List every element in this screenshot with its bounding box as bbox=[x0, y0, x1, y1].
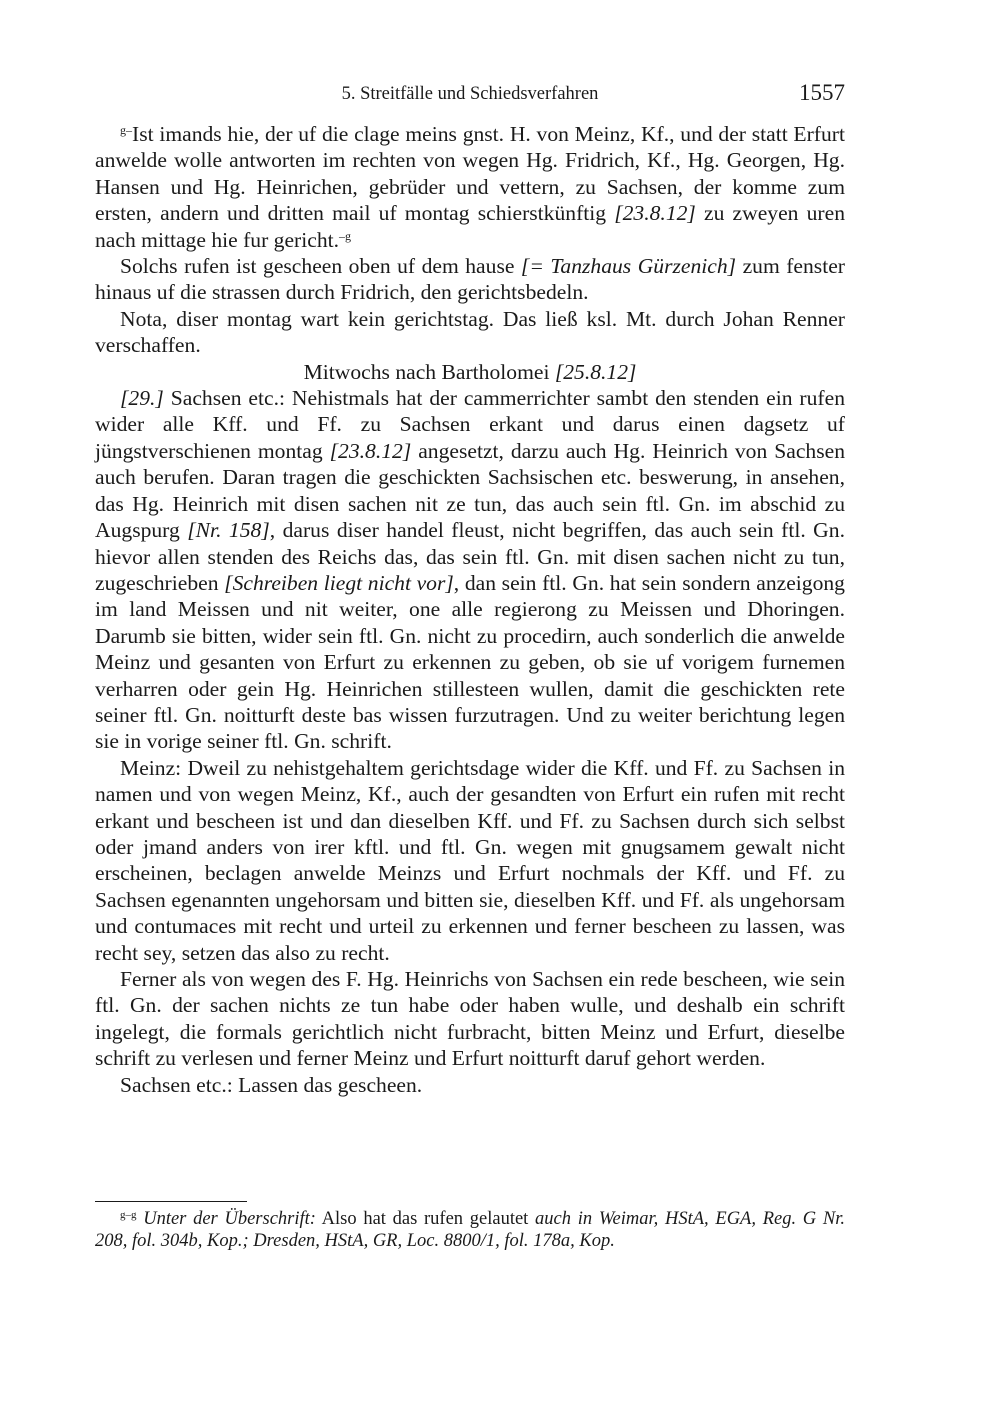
entry-reference: [Nr. 158] bbox=[187, 518, 270, 543]
bracket-close: ] bbox=[727, 254, 737, 279]
entry-text-2: angesetzt, darzu auch Hg. Heinrich von Sachsen auch berufen. Daran tragen die geschickten Sachsischen etc. beswerung, in ansehen, das Hg. Heinrich mit disen sachen nit ze tun, das auch sein ftl. Gn. im abschid zu Augspurg bbox=[95, 438, 845, 543]
paragraph-meinz: Meinz: Dweil zu nehistgehaltem gerichtsdage wider die Kff. und Ff. zu Sachsen in namen und von wegen Meinz, Kf., auch der gesandten von Erfurt ein rufen mit recht erkant und bescheen ist und dan dieselben Kff. und Ff. zu Sachsen durch sich selbst oder jmand anders von irer kftl. und ftl. Gn. wegen mit gnugsamem gewalt nicht erscheinen, beclagen anwelde Meinzs und Erfurt nochmals der Kff. und Ff. zu Sachsen egenannten ungehorsam und bitten sie, dieselben Kff. und Ff. als ungehorsam und contumaces mit recht und urteil zu erkennen und ferner bescheen zu lassen, was recht sey, setzen das also zu recht. bbox=[95, 755, 845, 965]
footnote-text: Also hat das rufen gelautet bbox=[315, 1209, 536, 1229]
footnote bbox=[95, 1208, 845, 1252]
entry-date: [23.8.12] bbox=[329, 438, 412, 463]
entry-editorial-note: Schreiben liegt nicht vor bbox=[232, 570, 446, 595]
editorial-note: = Tanzhaus Gürzenich bbox=[529, 254, 728, 279]
footnote-divider bbox=[95, 1201, 247, 1202]
proclamation-text-end: zu zweyen uren nach mittage hie fur gericht. bbox=[95, 201, 845, 252]
paragraph-proclamation bbox=[95, 121, 845, 253]
paragraph-nota: Nota, diser montag wart kein gerichtstag. Das ließ ksl. Mt. durch Johan Renner verschaffen. bbox=[95, 306, 845, 358]
section-heading bbox=[95, 359, 845, 385]
summons-text-end: zum fenster hinaus uf die strassen durch Fridrich, den gerichtsbedeln. bbox=[95, 254, 845, 305]
date-reference: [23.8.12] bbox=[614, 201, 696, 226]
footnote-dash-close: – bbox=[339, 228, 346, 243]
footnote-dash-open: – bbox=[126, 123, 132, 137]
entry-bracket-close: ] bbox=[445, 570, 454, 595]
paragraph-sachsen: Sachsen etc.: Lassen das gescheen. bbox=[120, 1072, 423, 1097]
footnote-label: Unter der Überschrift: bbox=[143, 1209, 316, 1229]
paragraph-29 bbox=[95, 385, 845, 755]
entry-text-4: , dan sein ftl. Gn. hat sein sondern anzeigong im land Meissen und nit weiter, one alle regierong zu Meissen und Dhoringen. Darumb sie bitten, wider sein ftl. Gn. nicht zu procedirn, auch sonderlich die anwelde Meinz und gesanten von Erfurt zu erkennen zu geben, ob sie uf vorigem furnemen verharren oder gein Hg. Heinrichen stillesteen wullen, damit die geschickten rete seiner ftl. Gn. noitturft deste bas wissen furzutragen. Und zu weiter berichtung legen sie in vorige seiner ftl. Gn. schrift. bbox=[95, 570, 845, 754]
footnote-marker-open: g bbox=[120, 123, 126, 137]
footnote-sources: auch in Weimar, HStA, EGA, Reg. G Nr. 208, fol. 304b, Kop.; Dresden, HStA, GR, Loc. 8800/1, fol. 178a, Kop. bbox=[95, 1209, 845, 1251]
proclamation-text: Ist imands hie, der uf die clage meins gnst. H. von Meinz, Kf., und der statt Erfurt anwelde wolle antworten im rechten von wegen Hg. Fridrich, Kf., Hg. Georgen, Hg. Hansen und Hg. Heinrichen, gebrüder und vettern, zu Sachsen, der komme zum ersten, andern und dritten mail uf montag schierstkünftig bbox=[95, 122, 845, 226]
paragraph-summons bbox=[95, 253, 845, 306]
heading-date: [25.8.12] bbox=[554, 359, 637, 384]
running-head bbox=[95, 80, 845, 108]
bracket-open: [ bbox=[520, 254, 530, 279]
summons-text: Solchs rufen ist gescheen oben uf dem hause bbox=[120, 254, 521, 279]
chapter-title: 5. Streitfälle und Schiedsverfahren bbox=[341, 84, 599, 104]
page-number: 1557 bbox=[799, 80, 845, 105]
entry-bracket-open: [ bbox=[224, 570, 233, 595]
entry-text: Sachsen etc.: Nehistmals hat der cammerrichter sambt den stenden ein rufen wider alle Kff. und Ff. zu Sachsen erkant und darus einen dagsetz uf jüngstverschienen montag bbox=[95, 386, 845, 463]
paragraph-ferner: Ferner als von wegen des F. Hg. Heinrichs von Sachsen ein rede bescheen, wie sein ftl. Gn. der sachen nichts ze tun habe oder haben wulle, und deshalb ein schrift ingelegt, die formals gerichtlich nicht furbracht, bitten Meinz und Erfurt, dieselbe schrift zu verlesen und ferner Meinz und Erfurt noitturft daruf gehort werden. bbox=[95, 967, 845, 1071]
footnote-marker-close: g bbox=[345, 228, 352, 243]
heading-text: Mitwochs nach Bartholomei bbox=[303, 359, 555, 384]
entry-number: [29.] bbox=[120, 386, 164, 411]
footnote-marker: g–g bbox=[120, 1209, 137, 1221]
main-text bbox=[95, 121, 845, 1098]
entry-text-3: , darus diser handel fleust, nicht begriffen, das auch sein ftl. Gn. hievor allen stenden des Reichs das, das sein ftl. Gn. mit disen sachen nicht zu tun, zugeschrieben bbox=[95, 518, 845, 595]
